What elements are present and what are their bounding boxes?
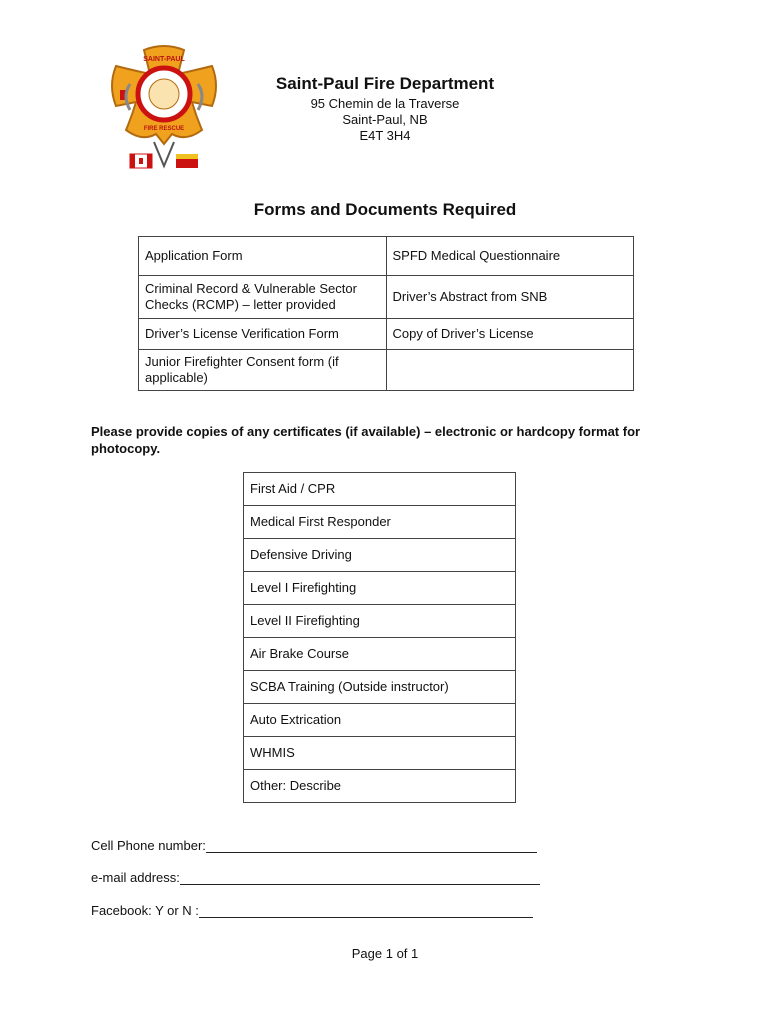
email-input-line[interactable] [180,870,540,885]
certificate-item: Air Brake Course [244,638,516,671]
logo-text-bottom: FIRE RESCUE [143,126,185,132]
table-row [244,605,516,638]
certificate-item: First Aid / CPR [244,473,516,506]
certificates-table [243,472,516,803]
table-cell: Driver’s License Verification Form [139,319,387,350]
address-line-2: Saint-Paul, NB [342,112,428,127]
address-line-3: E4T 3H4 [359,128,411,143]
certificate-item: Medical First Responder [244,506,516,539]
table-row [244,506,516,539]
required-forms-table [138,236,634,391]
certificates-instructions: Please provide copies of any certificates (if available) – electronic or hardcopy format for photocopy. [91,424,641,456]
table-cell: Driver’s Abstract from SNB [386,276,634,319]
certificate-item: SCBA Training (Outside instructor) [244,671,516,704]
table-row [244,770,516,803]
cell-phone-label: Cell Phone number: [91,838,206,853]
page-number: Page 1 of 1 [351,946,419,961]
table-row [139,237,634,276]
table-cell: Junior Firefighter Consent form (if applicable) [139,350,387,391]
certificate-item: Other: Describe [244,770,516,803]
table-row [244,671,516,704]
table-cell: SPFD Medical Questionnaire [386,237,634,276]
logo-text-top: SAINT-PAUL [143,56,185,63]
table-row [244,572,516,605]
certificate-item: WHMIS [244,737,516,770]
facebook-input-line[interactable] [199,903,533,918]
cell-phone-input-line[interactable] [206,838,537,853]
certificate-item: Level II Firefighting [244,605,516,638]
table-cell: Copy of Driver’s License [386,319,634,350]
address-line-1: 95 Chemin de la Traverse [310,96,460,111]
table-cell: Criminal Record & Vulnerable Sector Checks (RCMP) – letter provided [139,276,387,319]
email-field [91,870,540,885]
cell-phone-field [91,838,537,853]
letterhead [230,74,540,144]
email-label: e-mail address: [91,870,180,885]
table-row [139,319,634,350]
table-row [244,638,516,671]
table-row [244,737,516,770]
table-row [139,350,634,391]
table-row [139,276,634,319]
certificate-item: Defensive Driving [244,539,516,572]
table-cell [386,350,634,391]
certificate-item: Auto Extrication [244,704,516,737]
table-cell: Application Form [139,237,387,276]
table-row [244,473,516,506]
facebook-label: Facebook: Y or N : [91,903,199,918]
table-row [244,704,516,737]
facebook-field [91,903,533,918]
certificate-item: Level I Firefighting [244,572,516,605]
table-row [244,539,516,572]
section-title: Forms and Documents Required [253,200,517,219]
fire-department-crest-logo [106,44,222,178]
organization-name: Saint-Paul Fire Department [275,74,495,93]
